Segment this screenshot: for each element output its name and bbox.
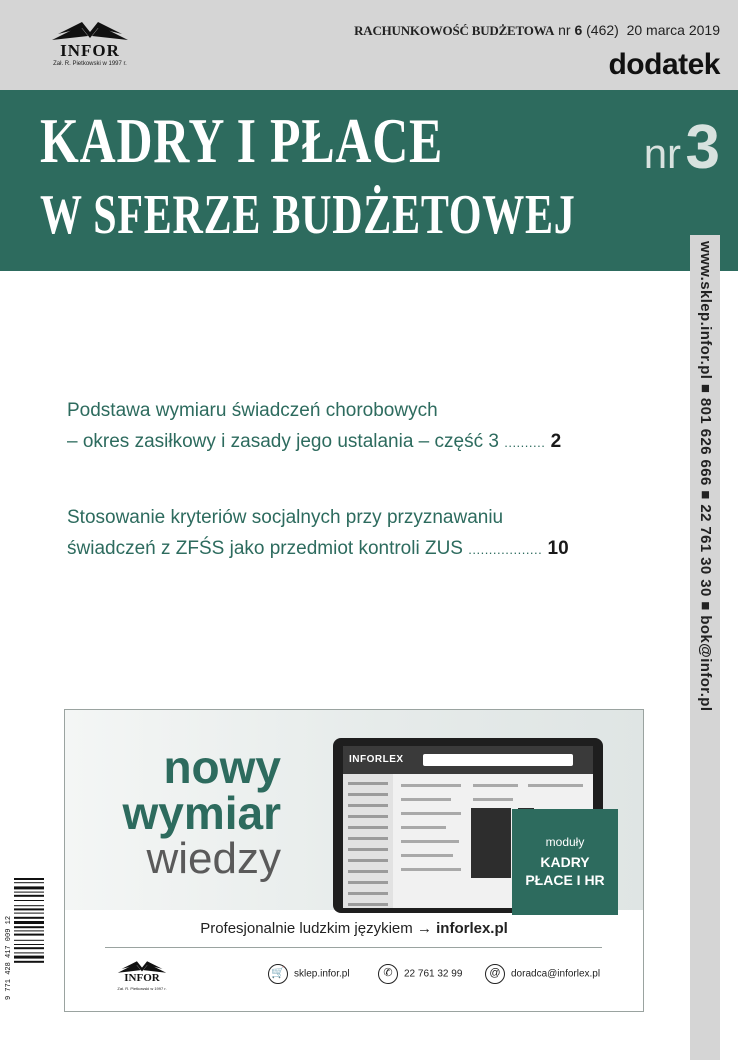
issue-line: [354, 22, 720, 39]
nr-word: nr: [643, 130, 682, 177]
contact-strip-text: www.sklep.infor.pl ■ 801 626 666 ■ 22 761 30 30 ■ bok@infor.pl: [697, 241, 714, 712]
arrow-right-icon: →: [416, 920, 432, 937]
logo-subtitle: Zał. R. Pietkowski w 1997 r.: [53, 61, 127, 67]
phone-icon: ✆: [378, 964, 398, 984]
module-label: moduły: [545, 835, 585, 849]
supplement-label: dodatek: [608, 48, 720, 81]
ad-headline-1: nowy: [163, 741, 281, 793]
barcode-bar: [14, 905, 44, 906]
barcode-bar: [14, 882, 44, 883]
barcode-bar: [14, 934, 44, 936]
toc-entry-line: – okres zasiłkowy i zasady jego ustalania – część 3: [67, 431, 499, 452]
inforlex-link[interactable]: inforlex.pl: [436, 920, 508, 937]
barcode-digits: 9 771 428 417 009 12: [5, 915, 13, 1000]
infor-logo: [40, 20, 140, 72]
toc-entry-line: świadczeń z ZFŚS jako przedmiot kontroli ZUS: [67, 538, 463, 559]
title-line-1: KADRY I PŁACE: [40, 105, 444, 176]
toc-dots: ..................: [468, 542, 543, 557]
contact-phone[interactable]: ✆ 22 761 32 99: [378, 964, 462, 986]
ad-headline-2: wymiar: [122, 787, 281, 839]
contact-shop[interactable]: 🛒 sklep.infor.pl: [268, 964, 350, 986]
cart-icon: 🛒: [268, 964, 288, 984]
barcode-bar: [14, 892, 44, 893]
toc-entry-line: Podstawa wymiaru świadczeń chorobowych: [67, 400, 438, 421]
module-name-line-2: PŁACE I HR: [525, 872, 605, 888]
toc-page-number: 10: [547, 538, 569, 559]
mail-icon: @: [485, 964, 505, 984]
screen-logo: INFORLEX: [349, 754, 404, 765]
logo-name: INFOR: [60, 41, 120, 60]
barcode-bar: [14, 878, 44, 880]
barcode-bar: [14, 913, 44, 914]
screen-search-bar: [423, 754, 573, 766]
publication-name: RACHUNKOWOŚĆ BUDŻETOWA: [354, 23, 555, 38]
barcode-bar: [14, 908, 44, 910]
barcode-bar: [14, 961, 44, 963]
toc-page-number: 2: [550, 431, 562, 452]
eagle-icon: [50, 20, 130, 42]
nr-number: 3: [685, 113, 720, 182]
toc-dots: ..........: [504, 435, 546, 450]
barcode-bar: [14, 900, 44, 901]
issue-total: (462): [586, 22, 619, 38]
title-line-2: W SFERZE BUDŻETOWEJ: [40, 184, 576, 246]
issue-number: 6: [574, 22, 583, 38]
barcode-bar: [14, 944, 44, 945]
issue-prefix: nr: [558, 22, 571, 38]
barcode-bar: [14, 930, 44, 931]
ad-logo-name: INFOR: [124, 972, 160, 984]
barcode-bar: [14, 947, 44, 949]
toc-entry[interactable]: [67, 502, 569, 564]
barcode-bar: [14, 926, 44, 928]
toc-entry[interactable]: [67, 395, 561, 457]
barcode-bar: [14, 940, 44, 941]
ad-divider: [105, 947, 602, 948]
barcode-bar: [14, 886, 44, 889]
issue-date: 20 marca 2019: [626, 22, 720, 38]
barcode-bar: [14, 895, 44, 897]
module-box: [512, 809, 618, 915]
barcode-bar: [14, 917, 44, 919]
toc-entry-line: Stosowanie kryteriów socjalnych przy przyznawaniu: [67, 507, 504, 528]
ad-logo-subtitle: Zał. R. Pietkowski w 1997 r.: [117, 986, 167, 991]
module-name-line-1: KADRY: [540, 854, 590, 870]
barcode-bar: [14, 956, 44, 959]
contact-email[interactable]: @ doradca@inforlex.pl: [485, 964, 600, 986]
ad-infor-logo: [107, 960, 177, 996]
ad-headline-3: wiedzy: [146, 834, 281, 883]
inforlex-advertisement[interactable]: [64, 709, 644, 1012]
supplement-number: [644, 112, 720, 183]
barcode-bar: [14, 952, 44, 953]
barcode: [0, 876, 44, 1002]
ad-tagline: Profesjonalnie ludzkim językiem → inforlex.pl: [200, 920, 508, 937]
barcode-bar: [14, 921, 44, 924]
